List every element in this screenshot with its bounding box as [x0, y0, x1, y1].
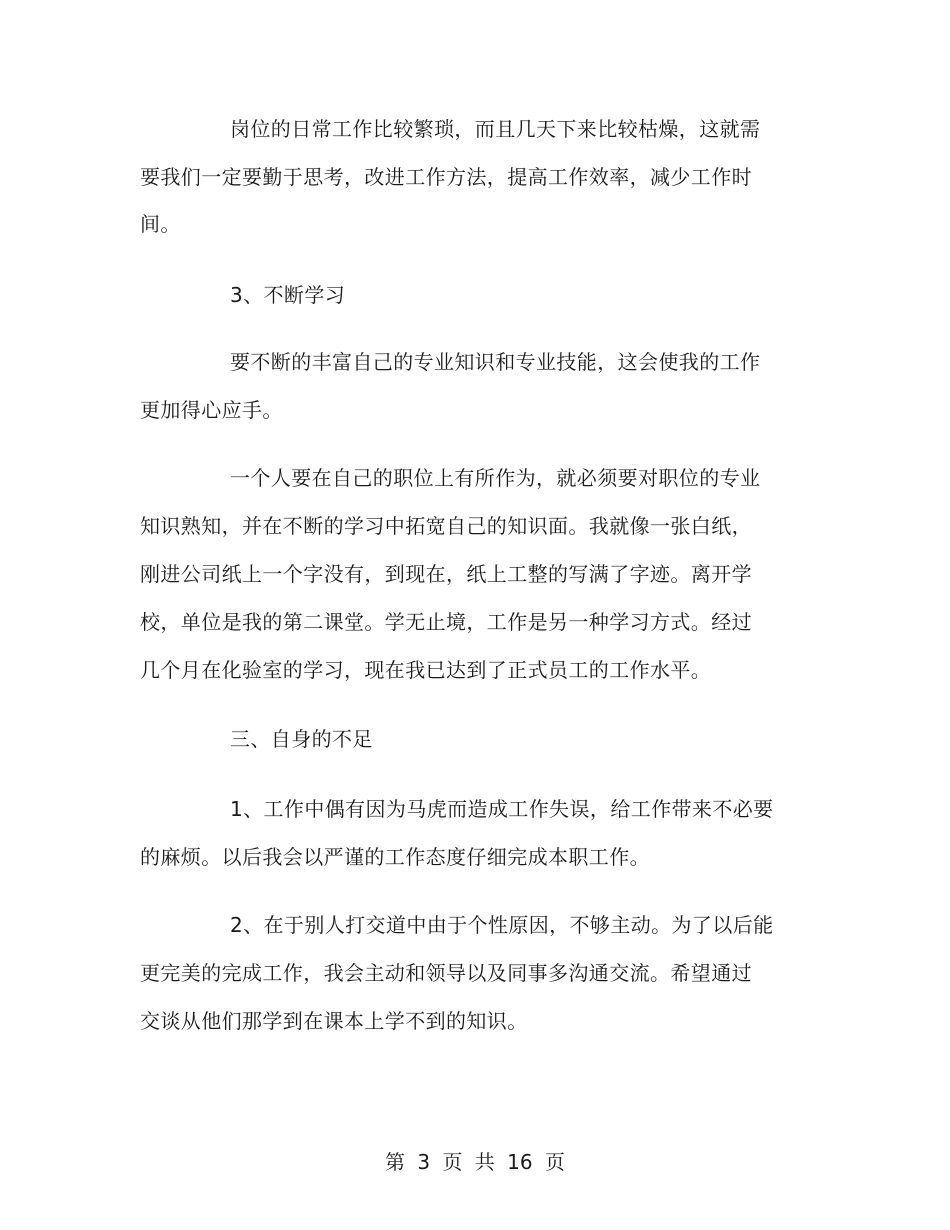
paragraph-line: 一个人要在自己的职位上有所作为，就必须要对职位的专业 — [230, 466, 761, 490]
paragraph-line: 间。 — [140, 212, 181, 236]
paragraph-line: 知识熟知，并在不断的学习中拓宽自己的知识面。我就像一张白纸， — [140, 514, 752, 538]
paragraph-line: 交谈从他们那学到在课本上学不到的知识。 — [140, 1009, 528, 1033]
paragraph-line: 刚进公司纸上一个字没有，到现在，纸上工整的写满了字迹。离开学 — [140, 562, 752, 586]
paragraph-line: 要我们一定要勤于思考，改进工作方法，提高工作效率，减少工作时 — [140, 165, 752, 189]
paragraph-line: 校，单位是我的第二课堂。学无止境，工作是另一种学习方式。经过 — [140, 610, 752, 634]
paragraph-line: 1、工作中偶有因为马虎而造成工作失误，给工作带来不必要 — [230, 797, 774, 821]
paragraph-line: 更完美的完成工作，我会主动和领导以及同事多沟通交流。希望通过 — [140, 961, 752, 985]
paragraph-line: 更加得心应手。 — [140, 398, 283, 422]
paragraph-line: 2、在于别人打交道中由于个性原因，不够主动。为了以后能 — [230, 913, 774, 937]
page-number-footer: 第 3 页 共 16 页 — [385, 1150, 565, 1174]
paragraph-line: 几个月在化验室的学习，现在我已达到了正式员工的工作水平。 — [140, 658, 712, 682]
paragraph-line: 要不断的丰富自己的专业知识和专业技能，这会使我的工作 — [230, 350, 761, 374]
section-heading: 3、不断学习 — [230, 283, 346, 307]
section-heading: 三、自身的不足 — [230, 727, 373, 751]
paragraph-line: 的麻烦。以后我会以严谨的工作态度仔细完成本职工作。 — [140, 845, 650, 869]
paragraph-line: 岗位的日常工作比较繁琐，而且几天下来比较枯燥，这就需 — [230, 117, 761, 141]
